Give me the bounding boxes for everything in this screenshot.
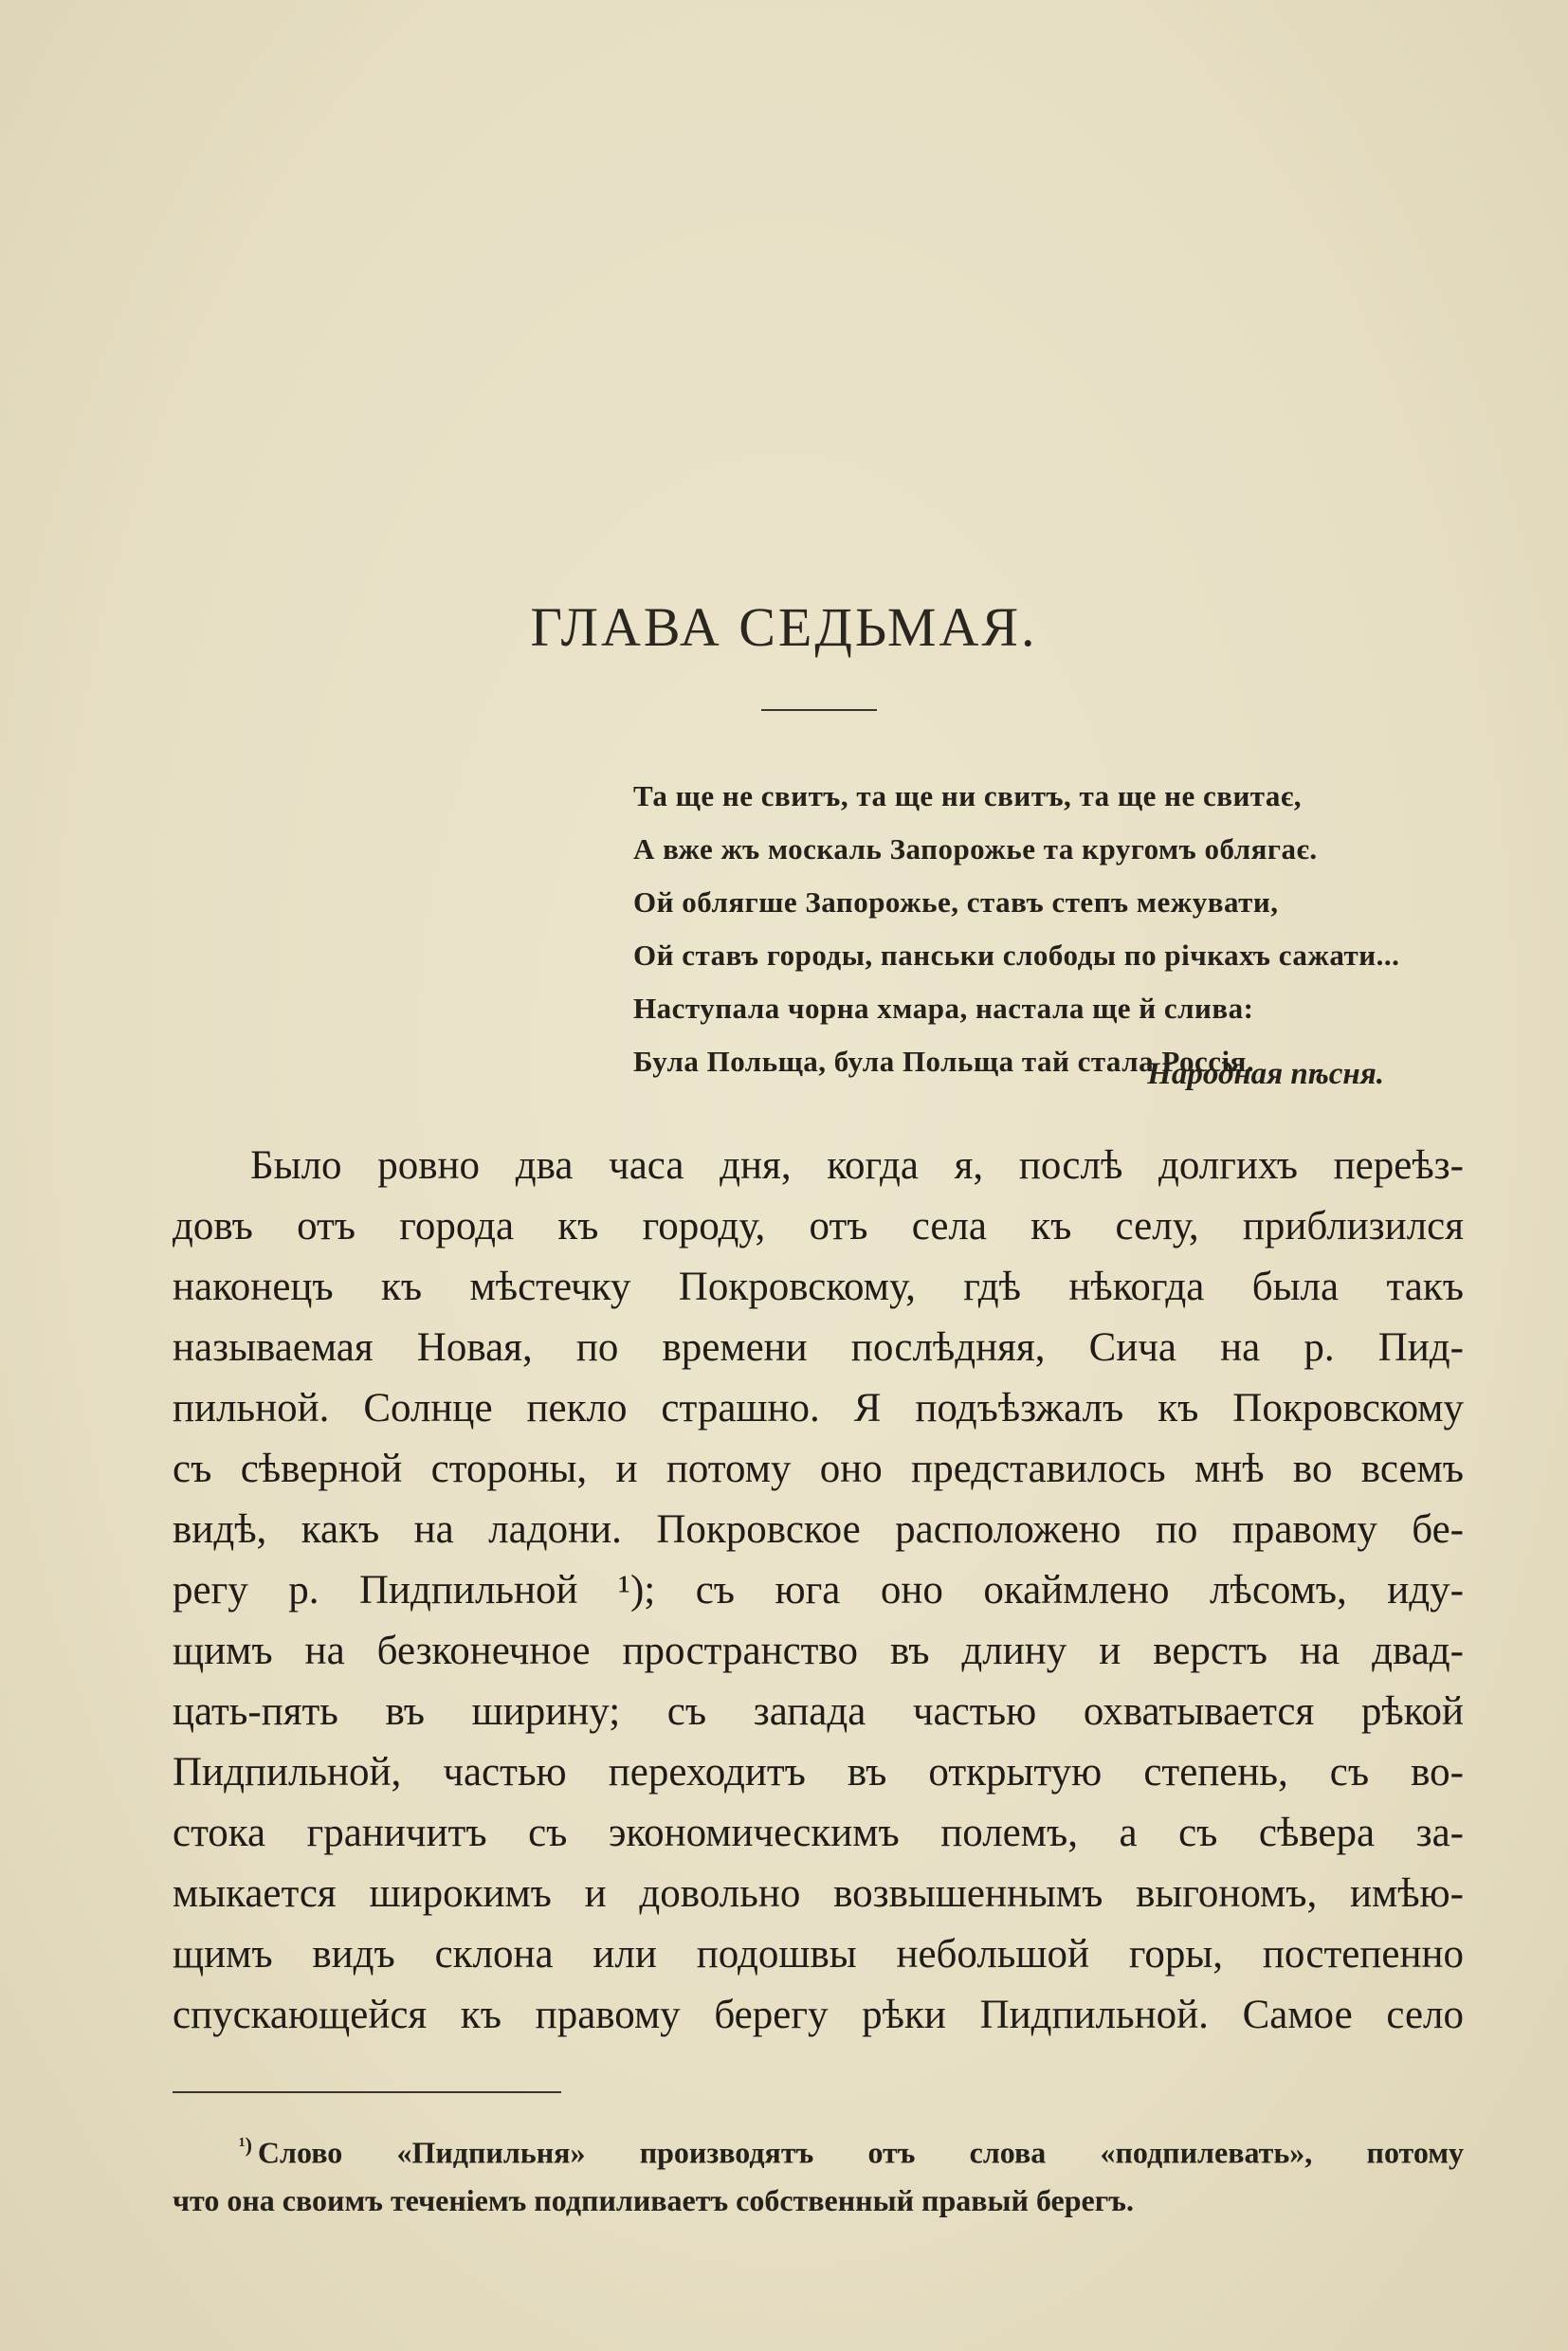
body-paragraph [173,1136,1464,2046]
body-line: Было ровно два часа дня, когда я, послѣ долгихъ переѣз- [250,1143,1464,1188]
epigraph-line: Ой облягше Запорожье, ставъ степъ межувати, [633,885,1279,919]
title-divider [761,709,877,711]
epigraph-line: Була Польща, була Польща тай стала Россія. [633,1045,1255,1078]
epigraph-line: Наступала чорна хмара, настала ще й слива: [633,992,1254,1025]
epigraph [633,770,1468,1088]
body-line: довъ отъ города къ городу, отъ села къ селу, приблизился [173,1204,1464,1248]
body-line: мыкается широкимъ и довольно возвышеннымъ выгономъ, имѣю- [173,1871,1464,1916]
body-line: съ сѣверной стороны, и потому оно представилось мнѣ во всемъ [173,1447,1464,1491]
footnote-text: Слово «Пидпильня» производятъ отъ слова «подпилевать», потому [257,2135,1464,2170]
epigraph-line: А вже жъ москаль Запорожье та кругомъ облягає. [633,832,1318,866]
footnote-mark: ¹) [239,2133,252,2157]
footnote [173,2122,1464,2224]
body-line: спускающейся къ правому берегу рѣки Пидпильной. Самое село [173,1993,1464,2037]
body-line: видѣ, какъ на ладони. Покровское расположено по правому бе- [173,1507,1464,1552]
body-line: наконецъ къ мѣстечку Покровскому, гдѣ нѣкогда была такъ [173,1265,1464,1309]
body-line: цать-пять въ ширину; съ запада частью охватывается рѣкой [173,1689,1464,1734]
footnote-line [173,2122,1464,2177]
footnote-divider [173,2091,561,2093]
footnote-line: что она своимъ теченіемъ подпиливаетъ собственный правый берегъ. [173,2182,1134,2217]
body-line: пильной. Солнце пекло страшно. Я подъѣзжалъ къ Покровскому [173,1386,1464,1431]
epigraph-line: Та ще не свитъ, та ще ни свитъ, та ще не свитає, [633,779,1303,812]
epigraph-line: Ой ставъ городы, панськи слободы по річкахъ сажати... [633,939,1400,972]
body-line: регу р. Пидпильной ¹); съ юга оно окаймлено лѣсомъ, иду- [173,1568,1464,1613]
body-line: Пидпильной, частью переходитъ въ открытую степень, съ во- [173,1750,1464,1795]
body-line: называемая Новая, по времени послѣдняя, Сича на р. Пид- [173,1325,1464,1370]
body-line: стока граничитъ съ экономическимъ полемъ, а съ сѣвера за- [173,1811,1464,1855]
chapter-title: ГЛАВА СЕДЬМАЯ. [530,596,1038,658]
body-line: щимъ видъ склона или подошвы небольшой горы, постепенно [173,1932,1464,1977]
body-line: щимъ на безконечное пространство въ длину и верстъ на двад- [173,1629,1464,1673]
epigraph-source: Народная пѣсня. [1147,1057,1384,1091]
